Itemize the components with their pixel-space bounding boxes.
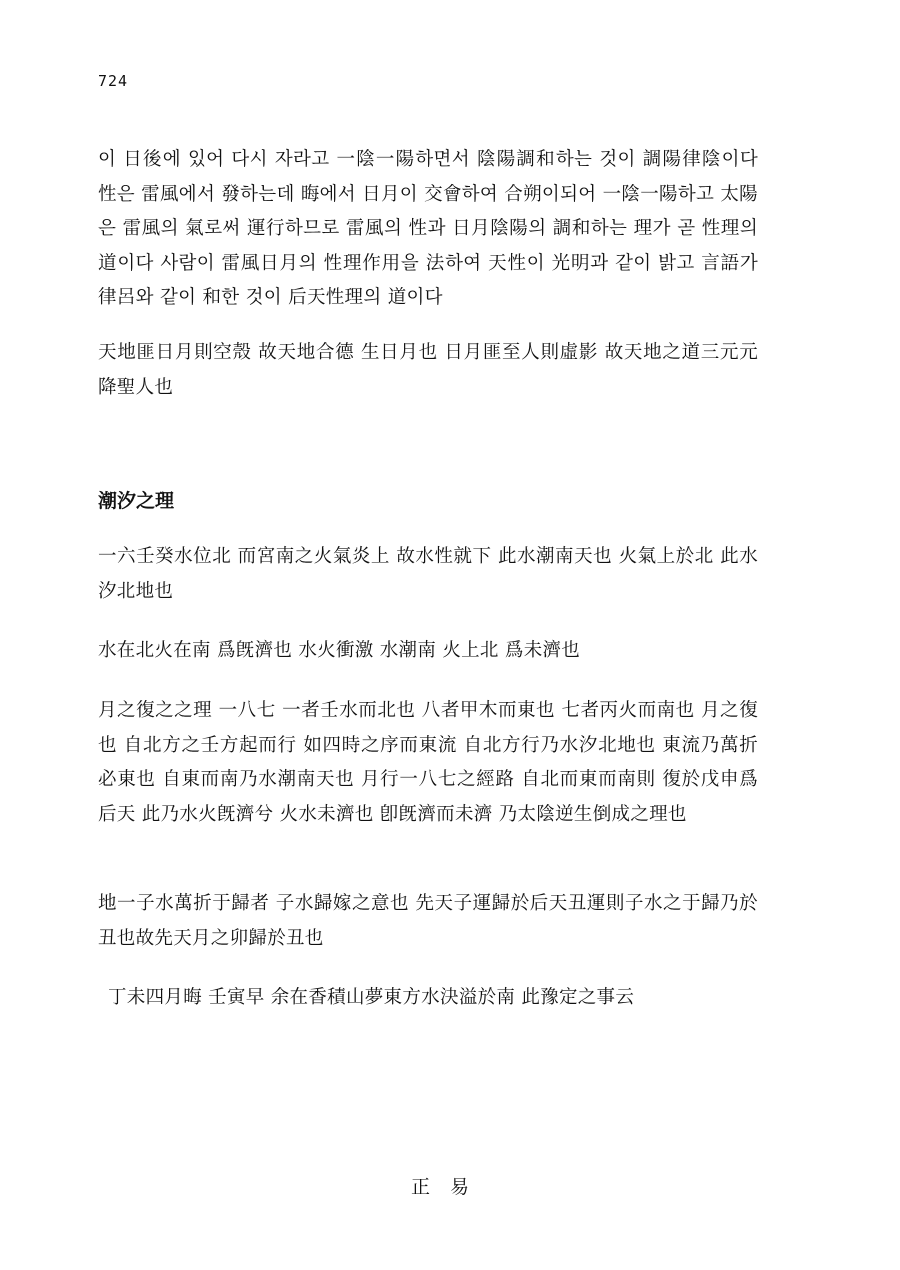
- paragraph-earth-water: 地一子水萬折于歸者 子水歸嫁之意也 先天子運歸於后天丑運則子水之于歸乃於丑也故先天月之卯歸於丑也: [98, 893, 758, 949]
- paragraph-water-position: 一六壬癸水位北 而宮南之火氣炎上 故水性就下 此水潮南天也 火氣上於北 此水汐北地也: [98, 546, 758, 602]
- page-number: 724: [98, 72, 129, 90]
- book-title-footer: 正易: [410, 1176, 489, 1198]
- paragraph-moon-return: 月之復之之理 一八七 一者壬水而北也 八者甲木而東也 七者丙火而南也 月之復也 自北方之壬方起而行 如四時之序而東流 自北方行乃水汐北地也 東流乃萬折必東也 自東而南乃水潮南天也 月行一八七之經路 自北而東而南則 復於戊申爲后天 此乃水火旣濟兮 火水未濟也 卽旣濟而未濟 乃太陰逆生倒成之理也: [98, 700, 759, 825]
- paragraph-dream-record: 丁未四月晦 壬寅早 余在香積山夢東方水決溢於南 此豫定之事云: [108, 987, 635, 1008]
- paragraph-commentary: 이 日後에 있어 다시 자라고 一陰一陽하면서 陰陽調和하는 것이 調陽律陰이다 性은 雷風에서 發하는데 晦에서 日月이 交會하여 合朔이되어 一陰一陽하고 太陽은 雷風의 氣로써 運行하므로 雷風의 性과 日月陰陽의 調和하는 理가 곧 性理의 道이다 사람이 雷風日月의 性理作用을 法하여 天性이 光明과 같이 밝고 言語가 律呂와 같이 和한 것이 后天性理의 道이다: [98, 149, 758, 308]
- paragraph-water-fire: 水在北火在南 爲旣濟也 水火衝激 水潮南 火上北 爲未濟也: [98, 640, 581, 661]
- section-heading: 潮汐之理: [98, 490, 175, 512]
- paragraph-heaven-earth: 天地匪日月則空殼 故天地合德 生日月也 日月匪至人則虛影 故天地之道三元元降聖人也: [98, 342, 759, 398]
